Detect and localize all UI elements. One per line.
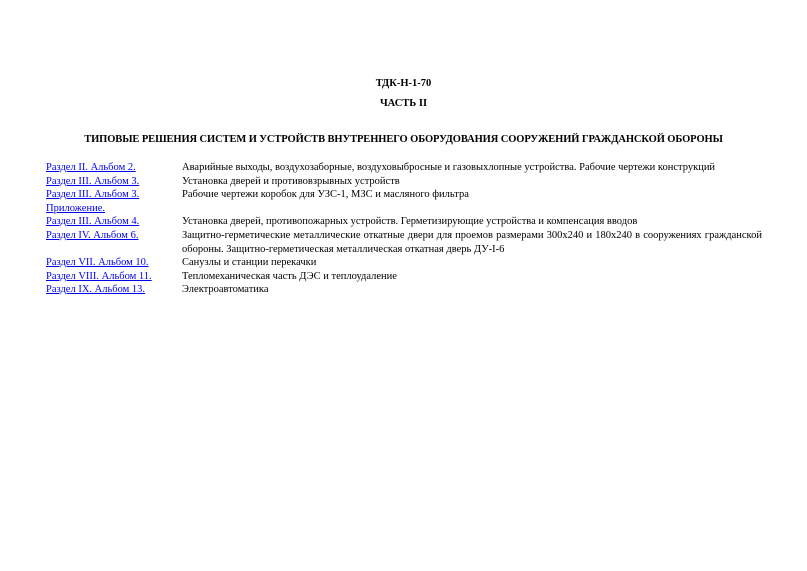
- document-code: ТДК-Н-1-70: [375, 78, 432, 89]
- toc-description: Защитно-герметические металлические откатные двери для проемов размерами 300x240 и 180x240 в сооружениях гражданской обороны. Защитно-герметическая металлическая откатная дверь ДУ-I-6: [182, 229, 762, 255]
- toc-link[interactable]: Раздел III. Альбом 3.: [46, 189, 140, 201]
- toc-row: [46, 161, 762, 175]
- toc-description: Установка дверей и противовзрывных устройств: [182, 175, 400, 187]
- toc-description: Установка дверей, противопожарных устройств. Герметизирующие устройства и компенсация вводов: [182, 216, 638, 228]
- toc-row: [46, 175, 762, 189]
- document-part: ЧАСТЬ II: [379, 98, 428, 109]
- toc-row: [46, 283, 762, 297]
- toc-description: Электроавтоматика: [182, 284, 269, 296]
- toc-link[interactable]: Раздел III. Альбом 4.: [46, 216, 140, 228]
- toc-link[interactable]: Раздел IV. Альбом 6.: [46, 229, 139, 241]
- toc-row: [46, 215, 762, 229]
- toc-row: [46, 229, 762, 256]
- toc-link[interactable]: Раздел II. Альбом 2.: [46, 162, 136, 173]
- toc-row: [46, 256, 762, 270]
- toc-description: [182, 202, 762, 216]
- document-title: ТИПОВЫЕ РЕШЕНИЯ СИСТЕМ И УСТРОЙСТВ ВНУТРЕННЕГО ОБОРУДОВАНИЯ СООРУЖЕНИЙ ГРАЖДАНСКОЙ ОБОРОНЫ: [84, 134, 723, 145]
- toc-link[interactable]: Раздел VIII. Альбом 11.: [46, 270, 152, 282]
- toc-link[interactable]: Раздел VII. Альбом 10.: [46, 257, 149, 269]
- toc-description: Аварийные выходы, воздухозаборные, воздуховыбросные и газовыхлопные устройства. Рабочие чертежи конструкций: [182, 162, 716, 173]
- toc-link[interactable]: Раздел IX. Альбом 13.: [46, 284, 146, 296]
- table-of-contents: [46, 161, 762, 297]
- toc-link[interactable]: Раздел III. Альбом 3.: [46, 175, 140, 187]
- toc-link[interactable]: Приложение.: [46, 202, 105, 214]
- toc-row: [46, 188, 762, 202]
- toc-description: Санузлы и станции перекачки: [182, 257, 317, 269]
- toc-description: Тепломеханическая часть ДЭС и теплоудаление: [182, 270, 397, 282]
- toc-row: [46, 270, 762, 284]
- toc-row: [46, 202, 762, 216]
- toc-description: Рабочие чертежи коробок для УЗС-1, МЗС и масляного фильтра: [182, 189, 469, 201]
